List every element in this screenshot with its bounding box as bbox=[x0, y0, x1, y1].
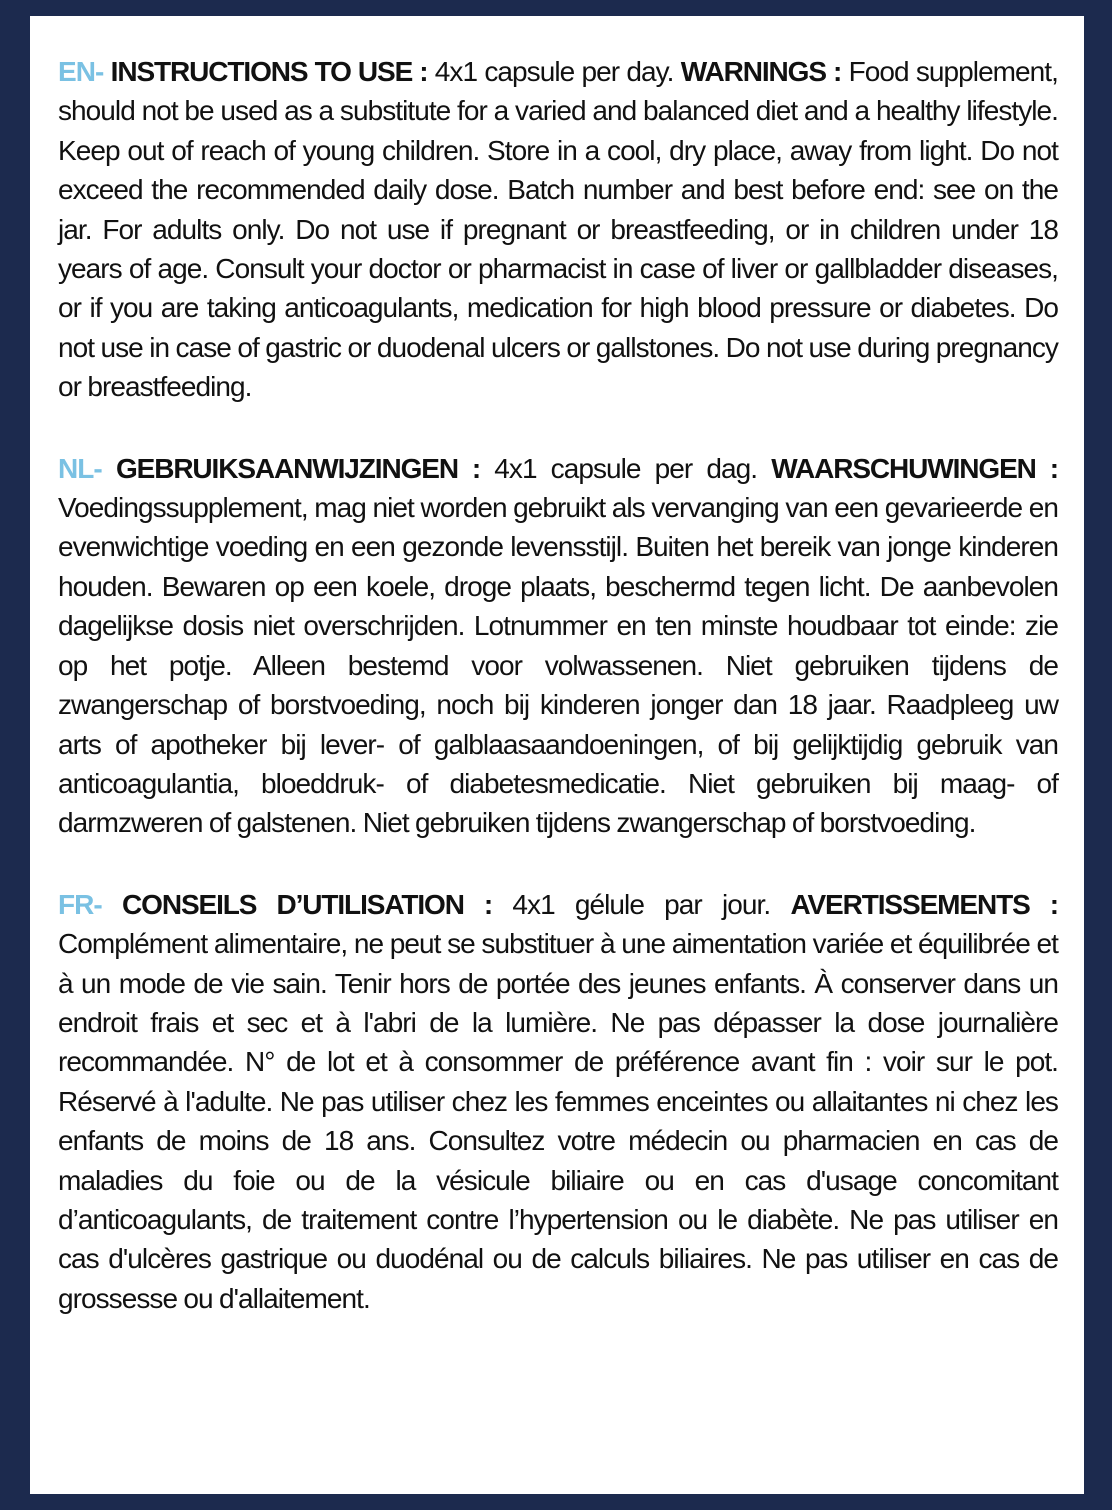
section-nl bbox=[58, 449, 1058, 843]
language-code-nl: NL- bbox=[58, 452, 102, 484]
warnings-text-en: Food supplement, should not be used as a substitute for a varied and balanced diet and a healthy lifestyle. Keep out of reach of young children. Store in a cool, dry place, away from light. Do not exceed the recommended daily dose. Batch number and best before end: see on the jar. For adults only. Do not use if pregnant or breastfeeding, or in children under 18 years of age. Consult your doctor or pharmacist in case of liver or gallbladder diseases, or if you are taking anticoagulants, medication for high blood pressure or diabetes. Do not use in case of gastric or duodenal ulcers or gallstones. Do not use during pregnancy or breastfeeding. bbox=[58, 56, 1058, 403]
warnings-text-fr: Complément alimentaire, ne peut se substituer à une aimentation variée et équilibrée et à un mode de vie sain. Tenir hors de portée des jeunes enfants. À conserver dans un endroit frais et sec et à l'abri de la lumière. Ne pas dépasser la dose journalière recommandée. N° de lot et à consommer de préférence avant fin : voir sur le pot. Réservé à l'adulte. Ne pas utiliser chez les femmes enceintes ou allaitantes ni chez les enfants de moins de 18 ans. Consultez votre médecin ou pharmacien en cas de maladies du foie ou de la vésicule biliaire ou en cas d'usage concomitant d’anticoagulants, de traitement contre l’hypertension ou le diabète. Ne pas utiliser en cas d'ulcères gastrique ou duodénal ou de calculs biliaires. Ne pas utiliser en cas de grossesse ou d'allaitement. bbox=[58, 928, 1058, 1314]
warnings-heading-en: WARNINGS : bbox=[680, 56, 842, 87]
usage-text-en: 4x1 capsule per day. bbox=[434, 56, 674, 87]
section-en bbox=[58, 52, 1058, 407]
label-panel bbox=[30, 16, 1084, 1494]
language-code-fr: FR- bbox=[58, 888, 102, 920]
warnings-heading-nl: WAARSCHUWINGEN : bbox=[771, 452, 1058, 484]
language-code-en: EN- bbox=[58, 56, 104, 87]
usage-text-nl: 4x1 capsule per dag. bbox=[494, 452, 758, 484]
usage-text-fr: 4x1 gélule par jour. bbox=[512, 888, 771, 920]
usage-heading-en: INSTRUCTIONS TO USE : bbox=[110, 56, 428, 87]
warnings-text-nl: Voedingssupplement, mag niet worden gebruikt als vervanging van een gevarieerde en evenwichtige voeding en een gezonde levensstijl. Buiten het bereik van jonge kinderen houden. Bewaren op een koele, droge plaats, beschermd tegen licht. De aanbevolen dagelijkse dosis niet overschrijden. Lotnummer en ten minste houdbaar tot einde: zie op het potje. Alleen bestemd voor volwassenen. Niet gebruiken tijdens de zwangerschap of borstvoeding, noch bij kinderen jonger dan 18 jaar. Raadpleeg uw arts of apotheker bij lever- of galblaasaandoeningen, of bij gelijktijdig gebruik van anticoagulantia, bloeddruk- of diabetesmedicatie. Niet gebruiken bij maag- of darmzweren of galstenen. Niet gebruiken tijdens zwangerschap of borstvoeding. bbox=[58, 492, 1058, 839]
usage-heading-fr: CONSEILS D’UTILISATION : bbox=[122, 888, 493, 920]
section-fr bbox=[58, 885, 1058, 1318]
warnings-heading-fr: AVERTISSEMENTS : bbox=[790, 888, 1058, 920]
usage-heading-nl: GEBRUIKSAANWIJZINGEN : bbox=[115, 452, 481, 484]
